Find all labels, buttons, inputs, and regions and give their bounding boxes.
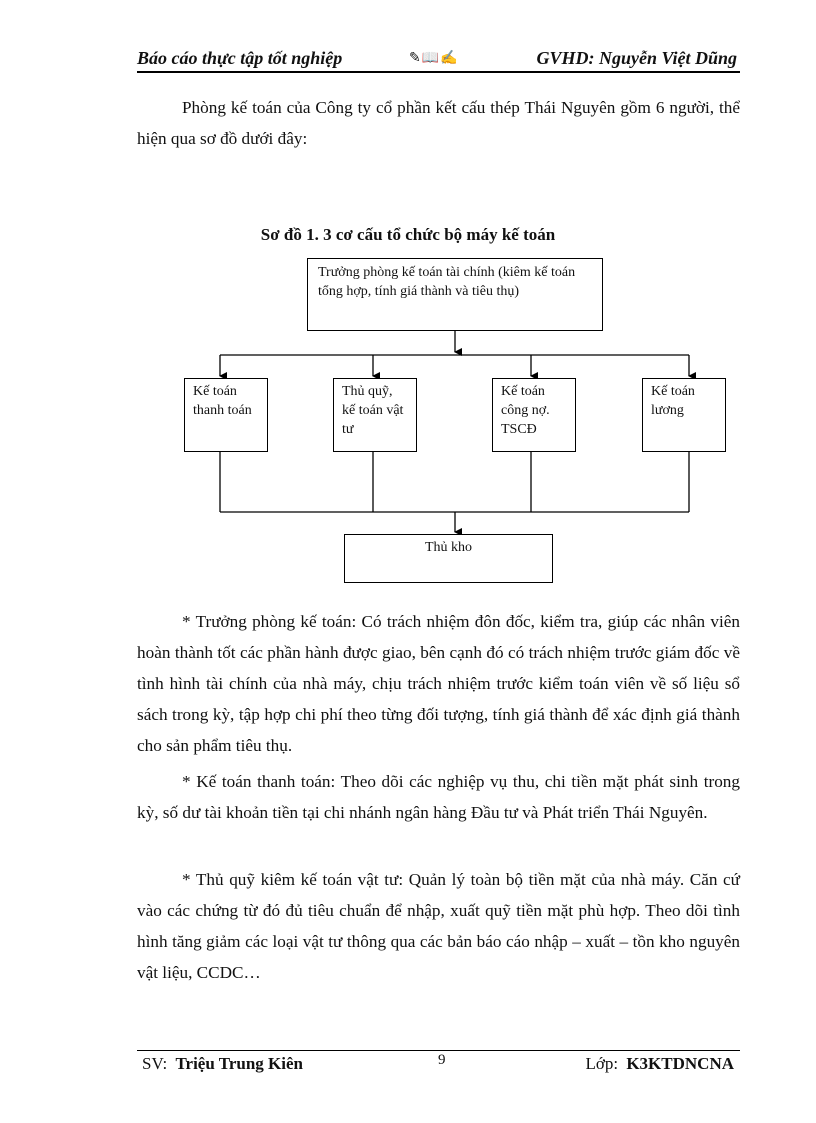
footer-student-name: Triệu Trung Kiên xyxy=(175,1054,303,1073)
header-ornament-icon: ✎📖✍ xyxy=(409,51,459,66)
header-report-title: Báo cáo thực tập tốt nghiệp xyxy=(137,48,343,68)
paragraph-payment: * Kế toán thanh toán: Theo dõi các nghiệp vụ thu, chi tiền mặt phát sinh trong kỳ, số dư tài khoản tiền tại chi nhánh ngân hàng Đầu tư và Phát triển Thái Nguyên. xyxy=(137,772,740,822)
box-debt-fixed-assets: Kế toán công nợ. TSCĐ xyxy=(492,378,576,452)
page-number: 9 xyxy=(438,1052,446,1068)
diagram-title: Sơ đồ 1. 3 cơ cấu tổ chức bộ máy kế toán xyxy=(260,225,556,244)
footer-class xyxy=(585,1054,734,1074)
paragraph-chief: * Trưởng phòng kế toán: Có trách nhiệm đôn đốc, kiểm tra, giúp các nhân viên hoàn thành tốt các phần hành được giao, bên cạnh đó có trách nhiệm trước giám đốc về tình hình tài chính của nhà máy, chịu trách nhiệm trước kiểm toán viên về số liệu sổ sách trong kỳ, tập hợp chi phí theo từng đối tượng, tính giá thành để xác định giá thành cho sản phẩm tiêu thụ. xyxy=(137,612,740,755)
intro-paragraph: Phòng kế toán của Công ty cổ phần kết cấu thép Thái Nguyên gồm 6 người, thể hiện qua sơ đồ dưới đây: xyxy=(137,98,740,148)
page-footer xyxy=(137,1054,740,1078)
box-chief-accountant: Trưởng phòng kế toán tài chính (kiêm kế toán tổng hợp, tính giá thành và tiêu thụ) xyxy=(307,258,603,331)
footer-student xyxy=(142,1054,303,1074)
footer-rule xyxy=(137,1050,740,1051)
header-advisor: GVHD: Nguyễn Việt Dũng xyxy=(536,48,737,68)
box-storekeeper: Thủ kho xyxy=(344,534,553,583)
footer-class-label: Lớp: xyxy=(585,1054,619,1073)
box-payroll-accountant: Kế toán lương xyxy=(642,378,726,452)
box-payment-accountant: Kế toán thanh toán xyxy=(184,378,268,452)
box-cashier-materials: Thủ quỹ, kế toán vật tư xyxy=(333,378,417,452)
footer-student-label: SV: xyxy=(142,1054,168,1073)
paragraph-cashier: * Thủ quỹ kiêm kế toán vật tư: Quản lý toàn bộ tiền mặt của nhà máy. Căn cứ vào các chứng từ đó đủ tiêu chuẩn để nhập, xuất quỹ tiền mặt phù hợp. Theo dõi tình hình tăng giảm các loại vật tư thông qua các bản báo cáo nhập – xuất – tồn kho nguyên vật liệu, CCDC… xyxy=(137,870,740,982)
footer-class-value: K3KTDNCNA xyxy=(626,1054,734,1073)
